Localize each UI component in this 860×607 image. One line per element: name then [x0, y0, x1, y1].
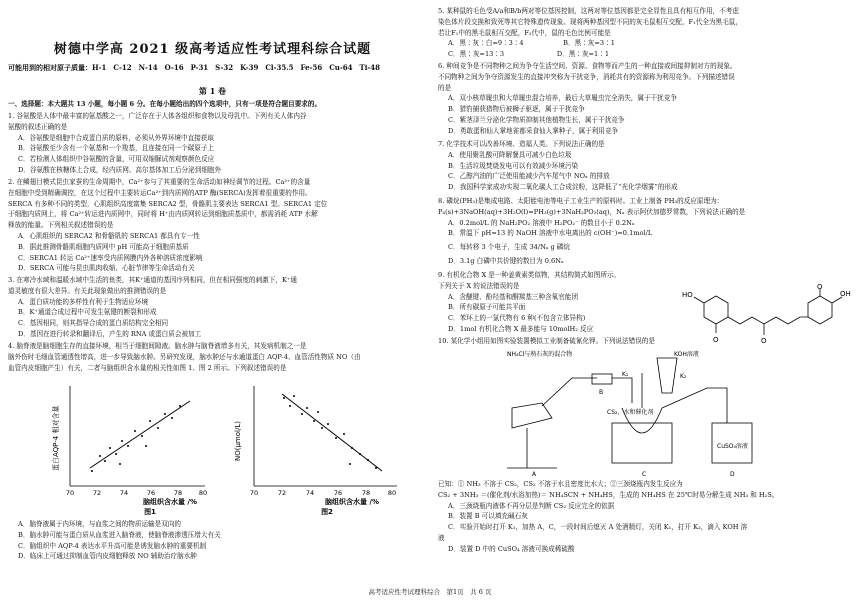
q7-stem: 7. 化学技术可以改善环境、造福人类。下列说法正确的是	[438, 140, 605, 148]
q2-stem: 2. 在鳞翅目模式昆虫家蚕的生命周期中，Ca²⁺参与了其重要的生命活动如神经调节的过程。Ca²⁺的含量	[8, 178, 311, 186]
fig2-trend-line	[282, 394, 382, 471]
dropping-funnel	[657, 358, 677, 393]
q4-option-b: B．脑水肿可能与蛋白质从血浆进入脑脊液，使脑脊液渗透压增大有关	[18, 530, 221, 539]
q2-stem-2: 在细胞中受到精确调控，在这个过程中主要转运Ca²⁺到内质网的ATP 酶(SERCA)发挥着很重要的作用。	[8, 188, 312, 197]
q6-stem-2: 不同物种之间为争夺资源发生的直接冲突称为干扰竞争，消耗共有的资源称为利用竞争。下列描述错误	[438, 72, 735, 81]
q6-option-b: B．猎豹捕获猎物后被狮子驱逐，属于干扰竞争	[448, 105, 585, 114]
drying-tube-b	[592, 374, 612, 384]
fig2-point	[327, 423, 329, 425]
ho-bond-left	[694, 297, 704, 303]
question-8	[438, 196, 852, 267]
carbon-chain	[728, 317, 808, 324]
label-a: A	[532, 471, 537, 478]
mol-carbonyl-o: O	[761, 337, 767, 345]
q8-stem-2: P₄(s)+3NaOH(aq)+3H₂O(l)=PH₃(g)+3NaH₂PO₂(aq)，Nₐ 表示阿伏加德罗常数，下列说法正确的是	[438, 207, 746, 216]
fig2-point	[343, 433, 345, 435]
fig1-point	[121, 440, 123, 442]
q9-option-b: B．所有碳原子可能共平面	[448, 303, 526, 312]
q6-option-a: A．双小核草履虫和大草履虫混合培养，最后大草履虫完全消失，属于干扰竞争	[448, 94, 677, 103]
fig1-xlabel: 脑组织含水量 /%	[142, 498, 198, 506]
fig1-point	[115, 453, 117, 455]
q2-option-c: C．SERCA1 转运 Ca²⁺速率受内质网膜内外各种溶质浓度影响	[18, 253, 203, 262]
q3-option-a: A．蛋白质功能的多样性有利于生物适应环境	[18, 297, 149, 306]
q2-option-d: D．SERCA 可能与昆虫肌肉收缩、心脏节律等生命活动有关	[18, 264, 195, 273]
q2-stem-5: 释放的能量。下列相关叙述错误的是	[8, 221, 114, 230]
fig1-point	[149, 420, 151, 422]
q3-option-d: D．基因在进行转录和翻译后，产生的 RNA 或蛋白质会被加工	[18, 329, 202, 338]
q3-stem-2: 道灵敏度有很大差异。有关此现象做出的推测错误的是	[8, 286, 167, 295]
figure-1-scatter	[50, 376, 210, 516]
label-cuso4: CuSO₄溶液	[717, 443, 748, 450]
q10-stem: 10. 某化学小组用如图实验装置模拟工业制备硫氰化钾。下列说法错误的是	[438, 337, 655, 345]
q9-stem: 9. 有机化合物 X 是一种姜黄素类似物，其结构简式如图所示。	[438, 271, 621, 279]
q10-option-b: B．装置 B 可以填充碱石灰	[448, 512, 528, 521]
fig1-point	[164, 413, 166, 415]
question-10-details	[438, 479, 852, 555]
test-tube-a	[512, 403, 552, 428]
q10-option-c-cont: 液	[438, 533, 445, 542]
q2-option-a: A．心肌组织的 SERCA2 和骨骼肌的 SERCA1 都具有专一性	[18, 231, 200, 240]
label-k1: K₁	[622, 371, 629, 378]
q5-options-ab: A．黑∶灰∶白=9∶3∶4 B．黑∶灰=3∶1	[448, 39, 615, 48]
fig1-point	[157, 427, 159, 429]
fig1-trend-line	[90, 401, 190, 468]
q2-stem-3: SERCA 有多种不同的类型，心肌组织高度富集 SERCA2 型，骨骼肌主要表达 SERCA1 型。SERCA1 定位	[8, 199, 328, 208]
fig1-point	[104, 460, 106, 462]
q2-option-b: B．据此推测骨骼肌细胞内质网中 pH 可能高于细胞质基质	[18, 242, 189, 251]
fig2-point	[313, 420, 315, 422]
fig1-tick: 72	[92, 489, 102, 497]
q6-option-d: D．勇敢蛋和仙人掌地雀都采食仙人掌种子，属于利用竞争	[448, 126, 619, 135]
fig1-tick: 80	[198, 489, 208, 497]
mol-ether-o-left: O	[713, 336, 719, 344]
q7-option-c: C．乙醇汽油的广泛使用能减少汽车尾气中 NOₓ 的排放	[448, 172, 610, 181]
question-9	[438, 270, 693, 335]
fig1-points	[91, 405, 181, 472]
q8-stem: 8. 磷烷(PH₃)是集成电路、太阳能电池等电子工业生产的原料时。工业上制备 PH₃的反应原理为：	[438, 197, 724, 205]
q4-stem-2: 脑外伤时毛细血管通透性增高，进一步导致脑水肿。另研究发现，脑水肿还与水通道蛋白 AQP-4、血管活性物质 NO（由	[8, 352, 361, 361]
fig2-point	[306, 407, 308, 409]
q3-stem: 3. 在寒冷水域和温暖水域中生活的鱼类，其K⁺通道的基因序列相同，但在相同强度的刺激下，K⁺通	[8, 276, 297, 284]
question-4	[8, 341, 420, 373]
label-cs2: CS₂、水和催化剂	[607, 409, 654, 416]
tube-b-c	[612, 378, 632, 403]
fig1-point	[109, 447, 111, 449]
label-d: D	[730, 471, 735, 478]
q5-stem-3: 若让F₁中的黑毛鼠相互交配，F₂代中，鼠的毛色比例可能是	[438, 28, 611, 37]
q5-stem-2: 染色体片段交换和致死等其它特殊遗传现象。现将两种基因型不同的灰毛鼠相互交配，F₁代全为黑毛鼠，	[438, 17, 742, 26]
volume-heading: 第 1 卷	[198, 86, 227, 96]
question-7	[438, 139, 852, 193]
fig1-point	[145, 445, 147, 447]
question-3	[8, 275, 420, 340]
q7-option-b: B．生活垃圾焚烧发电可以有效减少环境污染	[448, 161, 579, 170]
q10-known-1: 已知：① NH₃ 不溶于 CS₂，CS₂ 不溶于水且密度比水大；②三颈烧瓶内发生反应为	[438, 480, 683, 488]
benzene-ring-left	[704, 296, 728, 324]
q9-stem-2: 下列关于 X 的说法错误的是	[438, 281, 520, 290]
fig2-point	[301, 413, 303, 415]
mol-oh-right: OH	[840, 290, 851, 298]
question-2	[8, 177, 420, 274]
q3-option-c: C．基因相同，则其指导合成的蛋白质结构完全相同	[18, 319, 169, 328]
label-b: B	[599, 389, 604, 396]
fig2-ylabel: NO(μmol/L)	[234, 421, 242, 461]
q4-option-d: D．临床上可通过抑制血管内皮细胞释放 NO 辅助治疗脑水肿	[18, 552, 197, 561]
q4-option-a: A．脑脊液属于内环境，与血浆之间的物质运输是双向的	[18, 520, 182, 528]
q2-stem-4: 于细胞内质网上，将 Ca²⁺转运进内质网中，同时将 H⁺由内质网转运到细胞质基质中，都需消耗 ATP 水解	[8, 210, 318, 219]
q5-options-cd: C．黑∶灰=13∶3 D．黑∶灰=1∶1	[448, 50, 610, 59]
question-5	[438, 6, 852, 60]
fig2-tick: 76	[333, 489, 343, 497]
mol-ether-o-right: O	[817, 283, 823, 291]
label-nh4cl: NH₄Cl与熟石灰的混合物	[507, 351, 573, 358]
q7-option-a: A．使用聚乳酸可降解餐具可减少白色垃圾	[448, 150, 572, 159]
fig1-point	[127, 445, 129, 447]
fig2-tick: 78	[361, 489, 371, 497]
q9-option-d: D．1mol 有机化合物 X 最多能与 10molH₂ 反应	[448, 324, 594, 333]
fig2-ticks	[250, 489, 396, 497]
fig2-tick: 80	[387, 489, 397, 497]
question-4-options	[8, 519, 420, 562]
label-koh: KOH溶液	[674, 351, 699, 358]
fig1-ticks	[66, 489, 207, 497]
q4-stem: 4. 脑脊液是脑细胞生存的直接环境，相当于细胞间隙液。脑水肿与脑脊液增多有关，其发病机制之一是	[8, 342, 307, 350]
question-6	[438, 61, 852, 137]
fig2-point	[283, 397, 285, 399]
q10-option-d: D．装置 D 中的 CuSO₄ 溶液可换成稀硫酸	[448, 544, 575, 553]
label-c: C	[642, 471, 647, 478]
benzene-ring-right	[808, 296, 832, 324]
q1-option-d: D．谷氨酸在核糖体上合成，经内质网、高尔基体加工后分泌到细胞外	[18, 165, 222, 174]
q10-known-2: CS₂ + 3NH₃ ＝(催化剂/水浴加热)＝ NH₄SCN + NH₄HS，生成的 NH₄HS 在 25℃时易分解生成 NH₃ 和 H₂S。	[438, 490, 779, 499]
q10-option-c: C．实验开始时打开 K₁，加热 A，C，一段时间后熄灭 A 处酒精灯，关闭 K₁，打开 K₂，滴入 KOH 溶	[448, 523, 748, 532]
q8-option-a: A．0.2mol/L 的 NaH₂PO₂ 溶液中 H₂PO₂⁻ 的数目小于 0.2Nₐ	[448, 218, 635, 227]
exam-title: 树德中学高 2021 级高考适应性考试理科综合试题	[53, 42, 372, 57]
fig2-tick: 70	[249, 489, 259, 497]
fig2-tick: 72	[277, 489, 287, 497]
q1-stem-2: 氨酸的叙述正确的是	[8, 122, 68, 131]
fig1-point	[99, 455, 101, 457]
tube-a-b	[542, 378, 597, 406]
fig2-xlabel: 脑组织含水量 /%	[324, 498, 380, 506]
q4-option-c: C．脑组织中 AQP-4 表达水平升高可能是诱发脑水肿的重要机制	[18, 541, 207, 550]
fig2-point	[349, 463, 351, 465]
q8-option-b: B．常温下 pH=13 的 NaOH 溶液中水电离出的 c(OH⁻)=0.1mol/L	[448, 229, 653, 238]
fig1-point	[91, 470, 93, 472]
q1-option-c: C．若检测人体组织中谷氨酸的含量，可用双缩脲试剂观察颜色反应	[18, 155, 215, 164]
fig1-point	[134, 430, 136, 432]
fig2-point	[321, 427, 323, 429]
q8-option-c: C．每转移 3 个电子，生成 34/Nₐ g 磷烷	[448, 243, 570, 252]
q4-stem-3: 血管内皮细胞产生）有关，二者与脑组织含水量的相关性如图 1、图 2 所示。下列叙述错误的是	[8, 363, 287, 372]
fig2-point	[293, 395, 295, 397]
q1-option-b: B．谷氨酸至少含有一个氨基和一个羧基，且连接在同一个碳原子上	[18, 144, 215, 153]
mol-ho-left: HO	[682, 291, 693, 299]
q6-option-c: C．紫茎泽兰分泌化学物质抑制其他植物生长，属于干扰竞争	[448, 115, 625, 124]
fig2-point	[367, 459, 369, 461]
section-heading: 一、选择题：本大题共 13 小题，每小题 6 分。在每小题给出的四个选项中，只有一项是符合题目要求的。	[8, 100, 322, 108]
q9-option-a: A．含醚键、酚羟基和酮羰基三种含氧官能团	[448, 292, 579, 301]
fig2-point	[375, 467, 377, 469]
atomic-masses: 可能用到的相对原子质量：H-1 C-12 N-14 O-16 P-31 S-32 K-39 Cl-35.5 Fe-56 Cu-64 Ti-48	[8, 63, 381, 72]
question-10	[438, 336, 852, 347]
q8-option-d: D．3.1g 白磷中共价键的数目为 0.6Nₐ	[448, 256, 564, 265]
q6-stem-3: 的是	[438, 83, 452, 92]
q3-option-b: B．K⁺通道合成过程中可发生氨键的断裂和形成	[18, 308, 157, 317]
fig1-ylabel: 蛋白AQP-4 相对含量	[52, 405, 60, 471]
fig1-point	[141, 435, 143, 437]
fig1-caption: 图1	[144, 508, 156, 516]
fig2-caption: 图2	[321, 508, 333, 516]
fig1-tick: 76	[146, 489, 156, 497]
label-k2: K₂	[680, 373, 687, 380]
fig2-point	[317, 411, 319, 413]
q9-option-c: C．苯环上的一氯代物有 6 种(不包含立体异构)	[448, 314, 586, 323]
fig1-tick: 78	[173, 489, 183, 497]
fig1-point	[171, 417, 173, 419]
figure-2-scatter	[232, 376, 402, 516]
q6-stem: 6. 种间竞争是不同物种之间为争夺生活空间、资源、食物等而产生的一种直接或间接抑制对方的现象。	[438, 62, 737, 70]
apparatus-diagram	[502, 348, 782, 478]
fig2-point	[335, 437, 337, 439]
fig2-tick: 74	[305, 489, 315, 497]
fig1-tick: 74	[119, 489, 129, 497]
q1-stem: 1. 谷氨酸是人体中最丰富的氨基酸之一，广泛存在于人体各组织和食物以及母乳中。下列有关人体内谷	[8, 112, 307, 120]
q5-stem: 5. 某种鼠的毛色受A/a和B/b两对等位基因控制，这两对等位基因都是完全显性且具有相互作用，不考虑	[438, 7, 739, 15]
water-bath	[612, 423, 672, 463]
fig1-tick: 70	[65, 489, 75, 497]
fig2-point	[359, 453, 361, 455]
q1-option-a: A．谷氨酸是细胞中合成蛋白质的原料，必须从外界环境中直接获取	[18, 133, 214, 142]
question-1	[8, 111, 420, 176]
page-footer: 高考适应性考试理科综合 第1页 共 6 页	[368, 588, 492, 596]
right-column	[432, 0, 857, 607]
fig1-point	[179, 405, 181, 407]
fig1-point	[119, 463, 121, 465]
q7-option-d: D．我国科学家成功实现二氧化碳人工合成淀粉，这降低了“光化学烟雾”的形成	[448, 183, 678, 192]
left-column	[0, 0, 425, 607]
q10-option-a: A．三颈烧瓶内液体不再分层是判断 CS₂ 反应完全的依据	[448, 501, 615, 510]
fig2-point	[289, 405, 291, 407]
fig2-point	[351, 447, 353, 449]
